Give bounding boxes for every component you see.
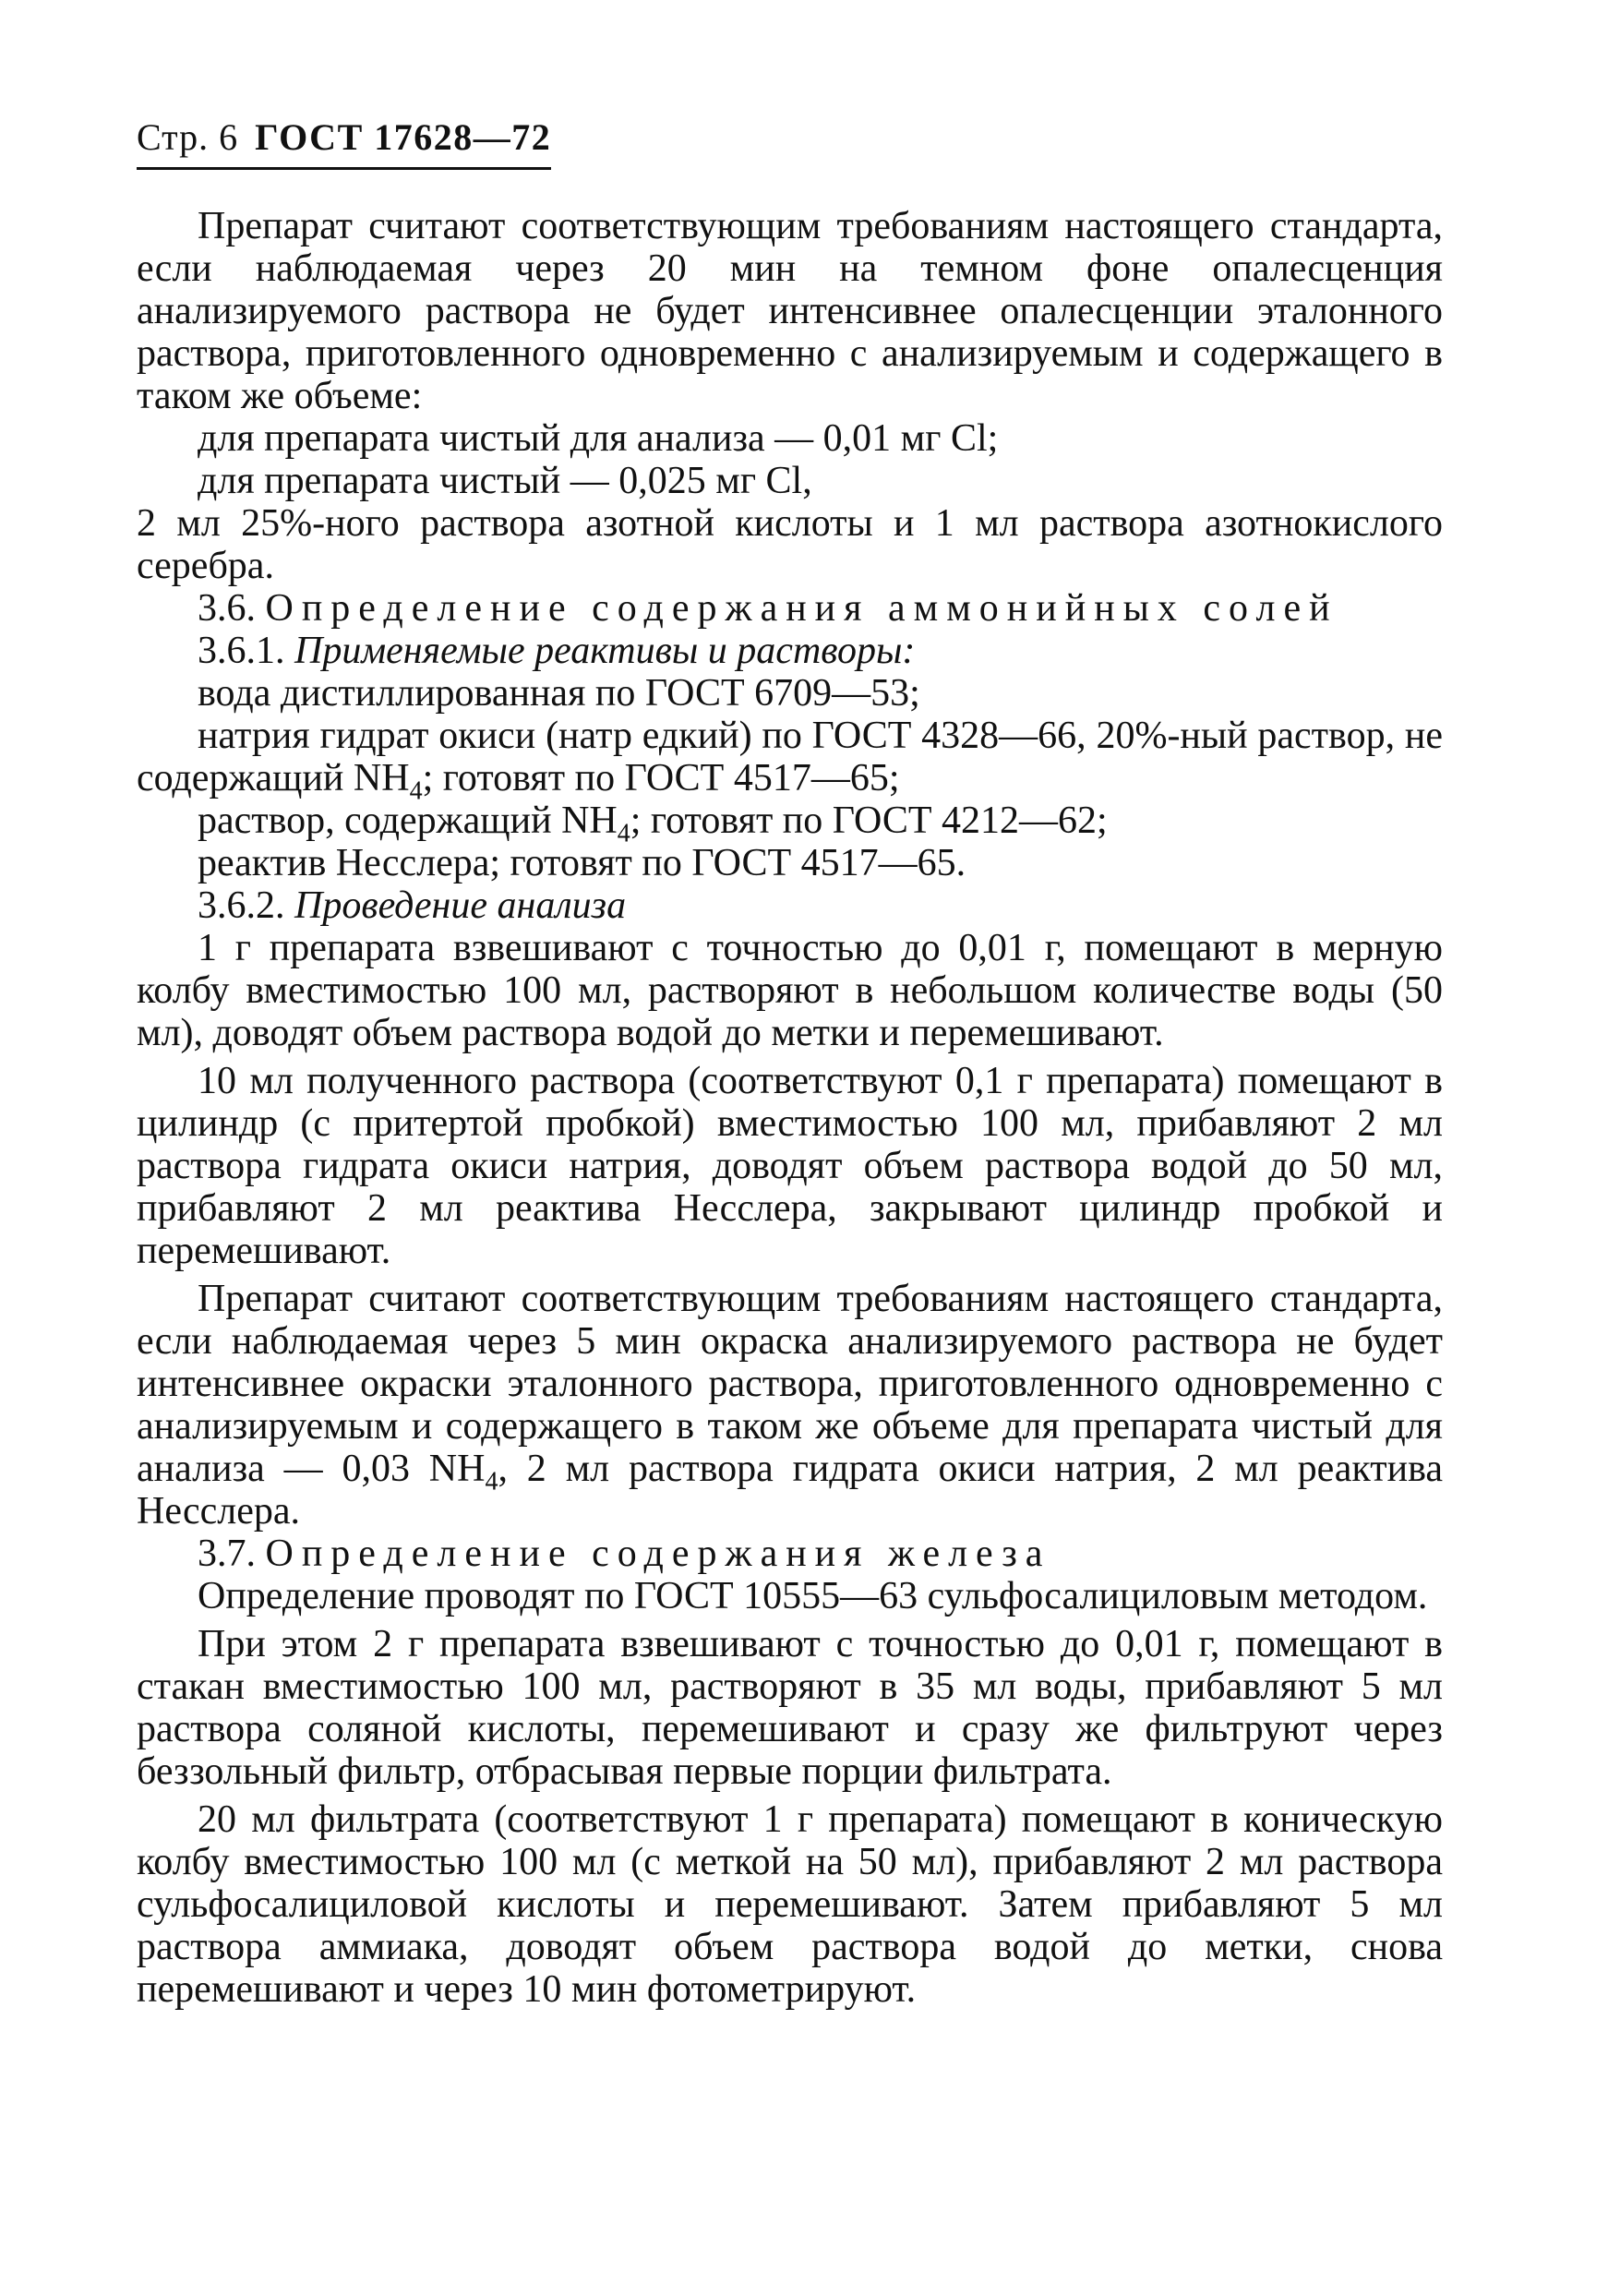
- section-title: Определение содержания железа: [265, 1533, 1051, 1575]
- section-number: 3.7.: [198, 1533, 256, 1575]
- section-number: 3.6.2.: [198, 884, 285, 927]
- reagent-item: [137, 715, 1443, 806]
- page-header: [137, 115, 551, 170]
- document-body: [137, 205, 1443, 2011]
- subscript: 4: [409, 776, 423, 806]
- section-number: 3.6.: [198, 587, 256, 630]
- reagent-item: вода дистиллированная по ГОСТ 6709—53;: [198, 672, 920, 715]
- document-page: [137, 115, 1443, 2011]
- subsection-heading-3-6-1: [137, 630, 1443, 672]
- paragraph: 10 мл полученного раствора (соответствуют 0,1 г препарата) помещают в цилиндр (с притертой пробкой) вместимостью 100 мл, прибавляют 2 мл раствора гидрата окиси натрия, доводят объем раствора водой до 50 мл, прибавляют 2 мл реактива Несслера, закрывают цилиндр пробкой и перемешивают.: [137, 1060, 1443, 1272]
- section-heading-3-7: [137, 1533, 1443, 1575]
- paragraph: Определение проводят по ГОСТ 10555—63 сульфосалициловым методом.: [198, 1575, 1428, 1617]
- paragraph: для препарата чистый для анализа — 0,01 мг Cl;: [198, 417, 999, 460]
- subscript: 4: [617, 819, 630, 848]
- reagent-text: ; готовят по ГОСТ 4212—62;: [630, 799, 1108, 842]
- paragraph: для препарата чистый — 0,025 мг Cl,: [198, 460, 812, 502]
- section-number: 3.6.1.: [198, 630, 285, 672]
- paragraph: [137, 1278, 1443, 1533]
- section-title: Применяемые реактивы и растворы:: [294, 630, 916, 672]
- reagent-text: раствор, содержащий NH: [198, 799, 618, 842]
- paragraph: 1 г препарата взвешивают с точностью до 0,01 г, помещают в мерную колбу вместимостью 100 мл, растворяют в небольшом количестве воды (50 мл), доводят объем раствора водой до метки и перемешивают.: [137, 927, 1443, 1054]
- section-heading-3-6: [137, 587, 1443, 630]
- paragraph: При этом 2 г препарата взвешивают с точностью до 0,01 г, помещают в стакан вместимостью 100 мл, растворяют в 35 мл воды, прибавляют 5 мл раствора соляной кислоты, перемешивают и сразу же фильтруют через беззольный фильтр, отбрасывая первые порции фильтрата.: [137, 1623, 1443, 1793]
- page-number: Стр. 6: [137, 116, 239, 158]
- subsection-heading-3-6-2: [137, 884, 1443, 927]
- reagent-text: натрия гидрат окиси (натр едкий) по ГОСТ 4328—66, 20%-ный раствор, не содержащий NH: [137, 715, 1443, 799]
- paragraph-text: , 2 мл раствора гидрата окиси натрия, 2 мл реактива Несслера.: [137, 1448, 1443, 1533]
- standard-number: ГОСТ 17628—72: [255, 116, 552, 158]
- paragraph: 20 мл фильтрата (соответствуют 1 г препарата) помещают в коническую колбу вместимостью 100 мл (с меткой на 50 мл), прибавляют 2 мл раствора сульфосалициловой кислоты и перемешивают. Затем прибавляют 5 мл раствора аммиака, доводят объем раствора водой до метки, снова перемешивают и через 10 мин фотометрируют.: [137, 1798, 1443, 2011]
- section-title: Проведение анализа: [294, 884, 627, 927]
- paragraph: Препарат считают соответствующим требованиям настоящего стандарта, если наблюдаемая через 20 мин на темном фоне опалесценция анализируемого раствора не будет интенсивнее опалесценции эталонного раствора, приготовленного одновременно с анализируемым и содержащего в таком же объеме:: [137, 205, 1443, 417]
- reagent-text: ; готовят по ГОСТ 4517—65;: [422, 757, 900, 799]
- section-title: Определение содержания аммонийных солей: [265, 587, 1338, 630]
- reagent-item: [137, 799, 1443, 848]
- reagent-item: реактив Несслера; готовят по ГОСТ 4517—65.: [198, 842, 966, 884]
- paragraph-text: Препарат считают соответствующим требованиям настоящего стандарта, если наблюдаемая через 5 мин окраска анализируемого раствора не будет интенсивнее окраски эталонного раствора, приготовленного одновременно с анализируемым и содержащего в таком же объеме для препарата чистый для анализа — 0,03 NH: [137, 1278, 1443, 1490]
- paragraph: 2 мл 25%-ного раствора азотной кислоты и 1 мл раствора азотнокислого серебра.: [137, 502, 1443, 587]
- subscript: 4: [485, 1467, 498, 1497]
